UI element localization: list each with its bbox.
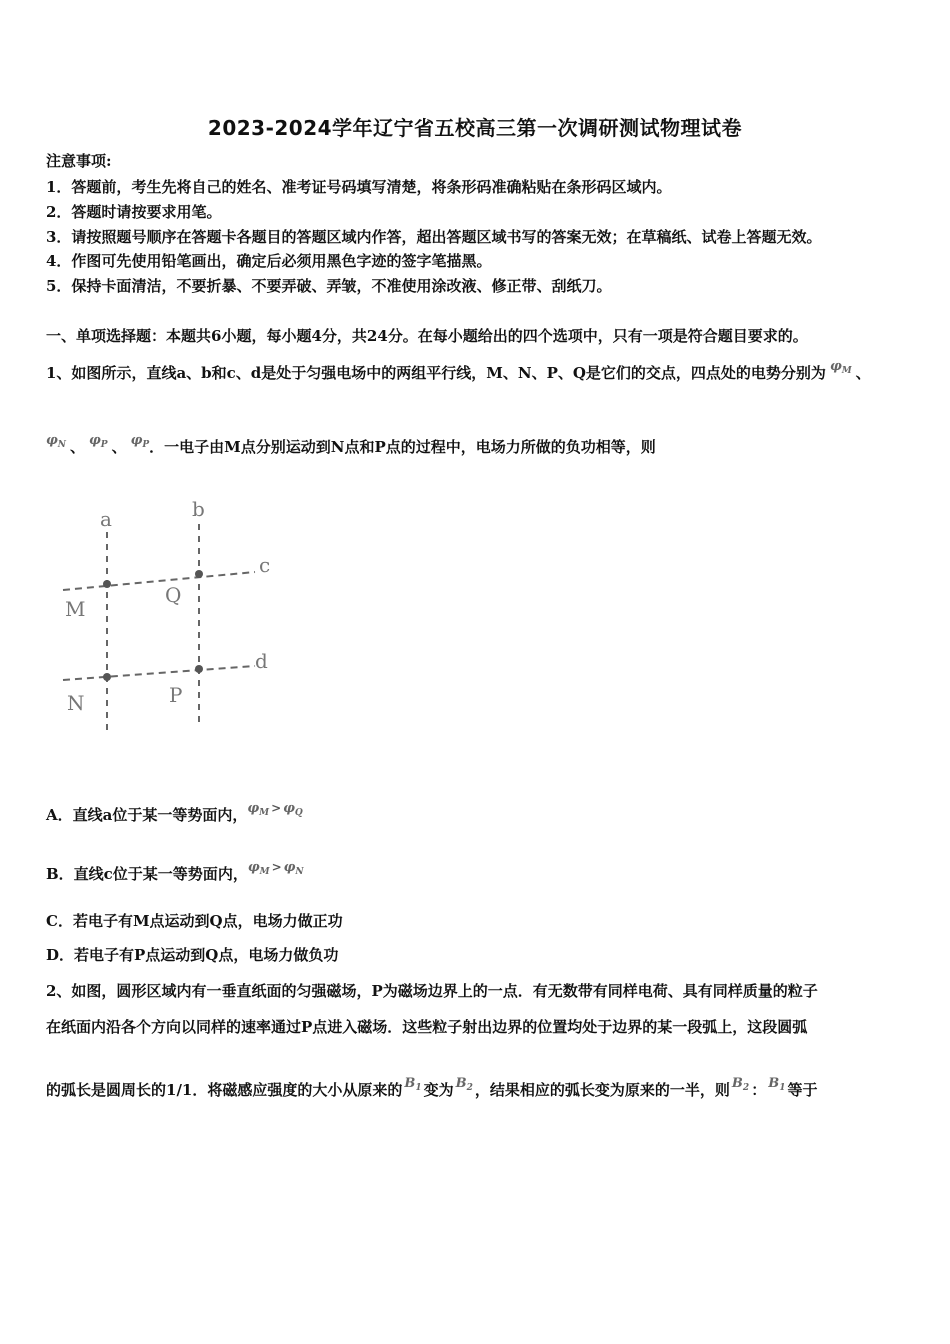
label-p: P <box>169 683 183 707</box>
separator: 、 <box>111 438 127 456</box>
greater-than: > <box>271 801 282 815</box>
subscript-m: M <box>259 808 270 818</box>
page-title: 2023-2024学年辽宁省五校高三第一次调研测试物理试卷 <box>207 116 743 140</box>
subscript-1: 1 <box>779 1083 786 1093</box>
phi-char: φ <box>283 801 295 816</box>
label-b: b <box>192 497 205 521</box>
phi-m-symbol <box>830 359 852 374</box>
phi-n-symbol <box>46 433 66 448</box>
section-heading: 一、单项选择题：本题共6小题，每小题4分，共24分。在每小题给出的四个选项中，只有一项是符合题目要求的。 <box>46 327 808 345</box>
b2-symbol <box>456 1076 473 1091</box>
point-n-dot <box>103 673 111 681</box>
subscript-m: M <box>259 867 270 877</box>
point-m-dot <box>103 580 111 588</box>
line-c <box>63 572 255 590</box>
separator: 、 <box>855 364 871 382</box>
inequality-m-n <box>248 860 304 875</box>
label-c: c <box>259 553 271 577</box>
label-m: M <box>65 597 86 621</box>
question-2-line-3 <box>46 1076 818 1106</box>
notice-item: 3．请按照题号顺序在答题卡各题目的答题区域内作答，超出答题区域书写的答案无效；在草稿纸、试卷上答题无效。 <box>46 228 822 246</box>
question-2-text: 的弧长是圆周长的1/1．将磁感应强度的大小从原来的 <box>46 1081 403 1099</box>
subscript-m: M <box>841 366 852 376</box>
colon: ： <box>751 1081 767 1099</box>
option-c[interactable]: C．若电子有M点运动到Q点，电场力做正功 <box>46 912 343 930</box>
question-1-line-1 <box>46 359 871 389</box>
subscript-1: 1 <box>415 1083 422 1093</box>
subscript-2: 2 <box>466 1083 473 1093</box>
option-d[interactable]: D．若电子有P点运动到Q点，电场力做负功 <box>46 946 339 964</box>
subscript-2: 2 <box>742 1083 750 1093</box>
question-2-line-1: 2、如图，圆形区域内有一垂直纸面的匀强磁场，P为磁场边界上的一点．有无数带有同样电荷、具有同样质量的粒子 <box>46 982 818 1000</box>
b-char: B <box>404 1076 416 1091</box>
option-b[interactable] <box>46 860 304 890</box>
question-2-text: 变为 <box>423 1081 454 1099</box>
option-a-text: A．直线a位于某一等势面内， <box>46 806 248 824</box>
option-a[interactable] <box>46 801 303 831</box>
b-char: B <box>768 1076 780 1091</box>
b1-symbol <box>768 1076 785 1091</box>
field-lines-diagram <box>55 492 285 742</box>
phi-char: φ <box>247 860 260 875</box>
question-1-line-2 <box>46 433 656 463</box>
notice-item: 2．答题时请按要求用笔。 <box>46 203 222 221</box>
b2-symbol <box>732 1076 749 1091</box>
phi-p-symbol <box>89 433 108 448</box>
phi-char: φ <box>829 359 842 374</box>
notice-item: 5．保持卡面清洁，不要折暴、不要弄破、弄皱，不准使用涂改液、修正带、刮纸刀。 <box>46 277 612 295</box>
point-p-dot <box>195 665 203 673</box>
label-q: Q <box>165 583 182 607</box>
label-d: d <box>255 649 268 673</box>
question-2-line-2: 在纸面内沿各个方向以同样的速率通过P点进入磁场．这些粒子射出边界的位置均处于边界的某一段弧上，这段圆弧 <box>46 1018 808 1036</box>
line-d <box>63 666 255 680</box>
notice-item: 1．答题前，考生先将自己的姓名、准考证号码填写清楚，将条形码准确粘贴在条形码区域内。 <box>46 178 672 196</box>
label-n: N <box>67 691 85 715</box>
label-a: a <box>100 507 112 531</box>
subscript-q: Q <box>294 808 303 818</box>
phi-p-symbol <box>131 433 150 448</box>
point-q-dot <box>195 570 203 578</box>
question-2-text: 等于 <box>787 1081 818 1099</box>
b-char: B <box>731 1076 743 1091</box>
b1-symbol <box>404 1076 421 1091</box>
subscript-n: N <box>295 867 304 877</box>
greater-than: > <box>271 860 282 874</box>
subscript-p: P <box>142 440 150 450</box>
subscript-n: N <box>57 440 66 450</box>
subscript-p: P <box>100 440 108 450</box>
question-2-text: ，结果相应的弧长变为原来的一半，则 <box>474 1081 730 1099</box>
notice-item: 4．作图可先使用铅笔画出，确定后必须用黑色字迹的签字笔描黑。 <box>46 252 492 270</box>
question-1-text: ．一电子由M点分别运动到N点和P点的过程中，电场力所做的负功相等，则 <box>149 438 656 456</box>
inequality-m-q <box>247 801 302 816</box>
phi-char: φ <box>130 433 143 448</box>
phi-char: φ <box>46 433 58 448</box>
separator: 、 <box>70 438 86 456</box>
notice-heading: 注意事项: <box>46 152 112 170</box>
option-b-text: B．直线c位于某一等势面内， <box>46 865 248 883</box>
b-char: B <box>455 1076 467 1091</box>
phi-char: φ <box>247 801 260 816</box>
phi-char: φ <box>89 433 101 448</box>
question-1-text: 1、如图所示，直线a、b和c、d是处于匀强电场中的两组平行线，M、N、P、Q是它们的交点，四点处的电势分别为 <box>46 364 826 382</box>
phi-char: φ <box>283 860 296 875</box>
